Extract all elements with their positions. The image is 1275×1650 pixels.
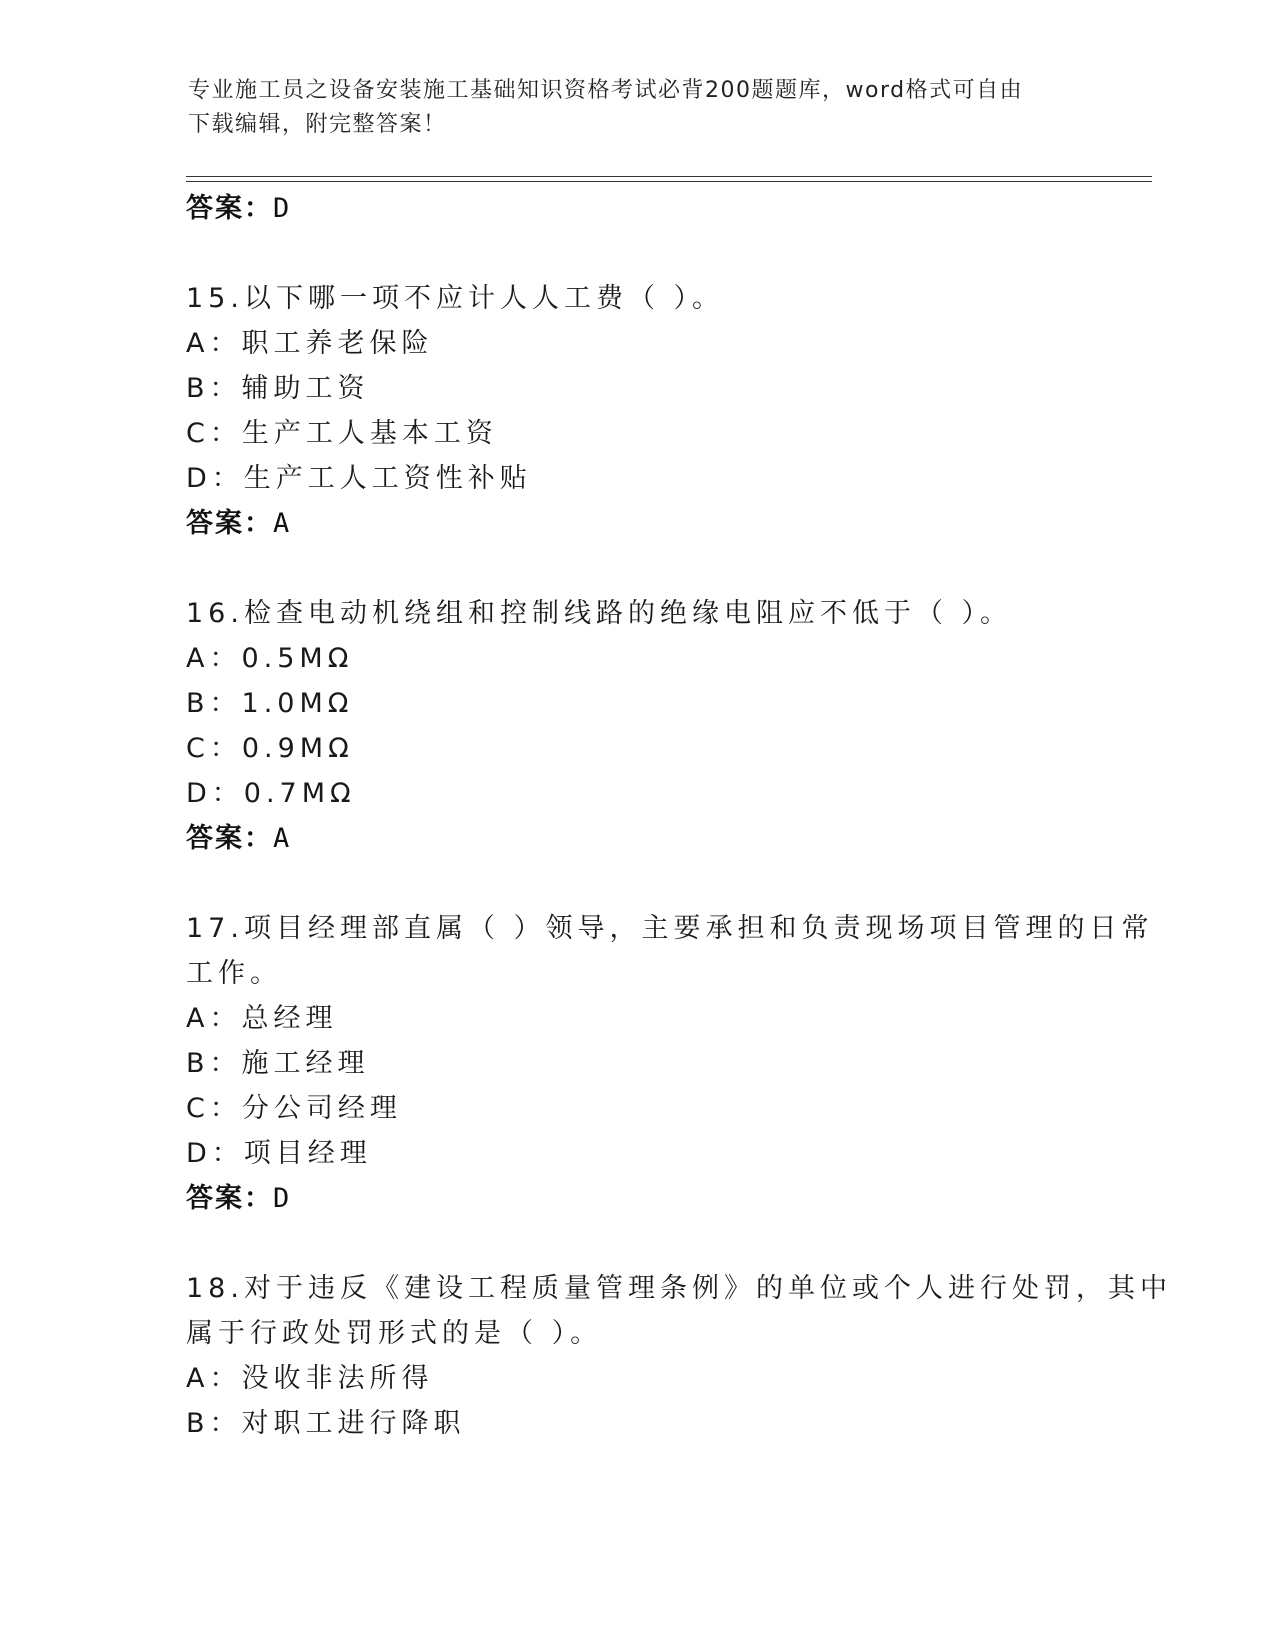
header-line-1: 专业施工员之设备安装施工基础知识资格考试必背200题题库，word格式可自由 [188, 78, 1024, 103]
question-18-stem-line-1: 18.对于违反《建设工程质量管理条例》的单位或个人进行处罚，其中 [186, 1273, 1172, 1304]
answer-value: A [273, 823, 292, 854]
header-rule-thin [186, 181, 1152, 182]
question-15-option-c: C：生产工人基本工资 [186, 418, 498, 449]
question-17-option-a: A：总经理 [186, 1003, 338, 1034]
question-16-option-d: D：0.7MΩ [186, 778, 356, 809]
answer-label: 答案： [186, 1183, 273, 1214]
question-17-option-c: C：分公司经理 [186, 1093, 402, 1124]
header-line-2: 下载编辑，附完整答案！ [188, 112, 447, 137]
question-18-option-a: A：没收非法所得 [186, 1363, 434, 1394]
answer-value: A [273, 508, 292, 539]
answer-label: 答案： [186, 193, 273, 224]
question-17-stem-line-2: 工作。 [186, 958, 282, 989]
question-18-option-b: B：对职工进行降职 [186, 1408, 466, 1439]
question-16-answer [186, 819, 291, 859]
answer-label: 答案： [186, 823, 273, 854]
answer-prev [186, 189, 291, 229]
question-17-stem-line-1: 17.项目经理部直属（ ）领导，主要承担和负责现场项目管理的日常 [186, 913, 1154, 944]
question-16-option-a: A：0.5MΩ [186, 643, 354, 674]
question-15-option-b: B：辅助工资 [186, 373, 370, 404]
question-17-option-d: D：项目经理 [186, 1138, 372, 1169]
question-16-option-b: B：1.0MΩ [186, 688, 354, 719]
header-rule-thick [186, 176, 1152, 177]
answer-value: D [273, 1183, 292, 1214]
question-15-stem: 15.以下哪一项不应计人人工费（ ）。 [186, 283, 725, 314]
answer-value: D [273, 193, 292, 224]
question-17-option-b: B：施工经理 [186, 1048, 370, 1079]
question-17-answer [186, 1179, 291, 1219]
answer-label: 答案： [186, 508, 273, 539]
question-16-option-c: C：0.9MΩ [186, 733, 354, 764]
question-18-stem-line-2: 属于行政处罚形式的是（ ）。 [186, 1318, 603, 1349]
question-15-answer [186, 504, 291, 544]
question-16-stem: 16.检查电动机绕组和控制线路的绝缘电阻应不低于（ ）。 [186, 598, 1013, 629]
question-15-option-d: D：生产工人工资性补贴 [186, 463, 532, 494]
document-header [188, 74, 1088, 142]
question-15-option-a: A：职工养老保险 [186, 328, 434, 359]
